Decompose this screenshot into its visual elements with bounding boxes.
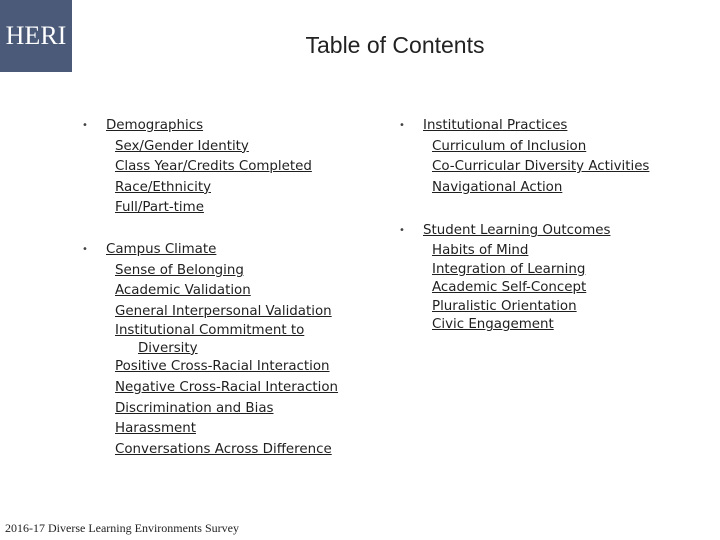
toc-link-navigational-action[interactable]: Navigational Action: [432, 179, 563, 195]
toc-link-academic-self-concept[interactable]: Academic Self-Concept: [432, 280, 587, 296]
bullet: •: [82, 120, 88, 131]
toc-link-sex-gender-identity[interactable]: Sex/Gender Identity: [115, 138, 249, 154]
toc-link-civic-engagement[interactable]: Civic Engagement: [432, 317, 554, 333]
toc-link-sense-of-belonging[interactable]: Sense of Belonging: [115, 262, 244, 278]
toc-section-demographics: [82, 116, 382, 219]
toc-link-student-learning-outcomes[interactable]: Student Learning Outcomes: [423, 223, 611, 239]
toc-link-demographics[interactable]: Demographics: [106, 118, 204, 133]
bullet: •: [399, 225, 405, 237]
bullet: •: [399, 120, 405, 131]
toc-link-positive-cross-racial[interactable]: Positive Cross-Racial Interaction: [115, 359, 330, 375]
toc-link-institutional-commitment-cont[interactable]: Diversity: [138, 340, 198, 356]
toc-link-discrimination-bias[interactable]: Discrimination and Bias: [115, 400, 274, 416]
toc-link-conversations-across-difference[interactable]: Conversations Across Difference: [115, 441, 332, 457]
page-title: Table of Contents: [305, 32, 485, 58]
toc-link-institutional-commitment[interactable]: Institutional Commitment to: [115, 323, 305, 339]
toc-link-pluralistic-orientation[interactable]: Pluralistic Orientation: [432, 298, 577, 314]
toc-section-campus-climate: [82, 240, 382, 460]
toc-section-institutional-practices: [399, 116, 709, 198]
toc-link-integration-of-learning[interactable]: Integration of Learning: [432, 261, 586, 277]
toc-link-harassment[interactable]: Harassment: [115, 421, 196, 437]
toc-link-academic-validation[interactable]: Academic Validation: [115, 283, 251, 299]
logo-text: HERI: [5, 21, 67, 50]
toc-link-negative-cross-racial[interactable]: Negative Cross-Racial Interaction: [115, 379, 339, 395]
toc-link-class-year[interactable]: Class Year/Credits Completed: [115, 159, 312, 175]
bullet: •: [82, 243, 88, 255]
right-column: [399, 116, 709, 335]
toc-link-campus-climate[interactable]: Campus Climate: [106, 241, 217, 257]
toc-link-habits-of-mind[interactable]: Habits of Mind: [432, 242, 529, 258]
toc-link-race-ethnicity[interactable]: Race/Ethnicity: [115, 179, 211, 195]
left-column: [82, 116, 382, 460]
toc-link-co-curricular-diversity[interactable]: Co-Curricular Diversity Activities: [432, 159, 650, 175]
toc-link-general-interpersonal-validation[interactable]: General Interpersonal Validation: [115, 303, 332, 319]
toc-section-student-learning-outcomes: [399, 221, 709, 335]
toc-link-institutional-practices[interactable]: Institutional Practices: [423, 118, 568, 133]
heri-logo: [0, 0, 72, 72]
footer-survey-name: 2016-17 Diverse Learning Environments Survey: [5, 521, 239, 535]
toc-link-curriculum-of-inclusion[interactable]: Curriculum of Inclusion: [432, 138, 587, 154]
toc-link-full-part-time[interactable]: Full/Part-time: [115, 200, 204, 216]
